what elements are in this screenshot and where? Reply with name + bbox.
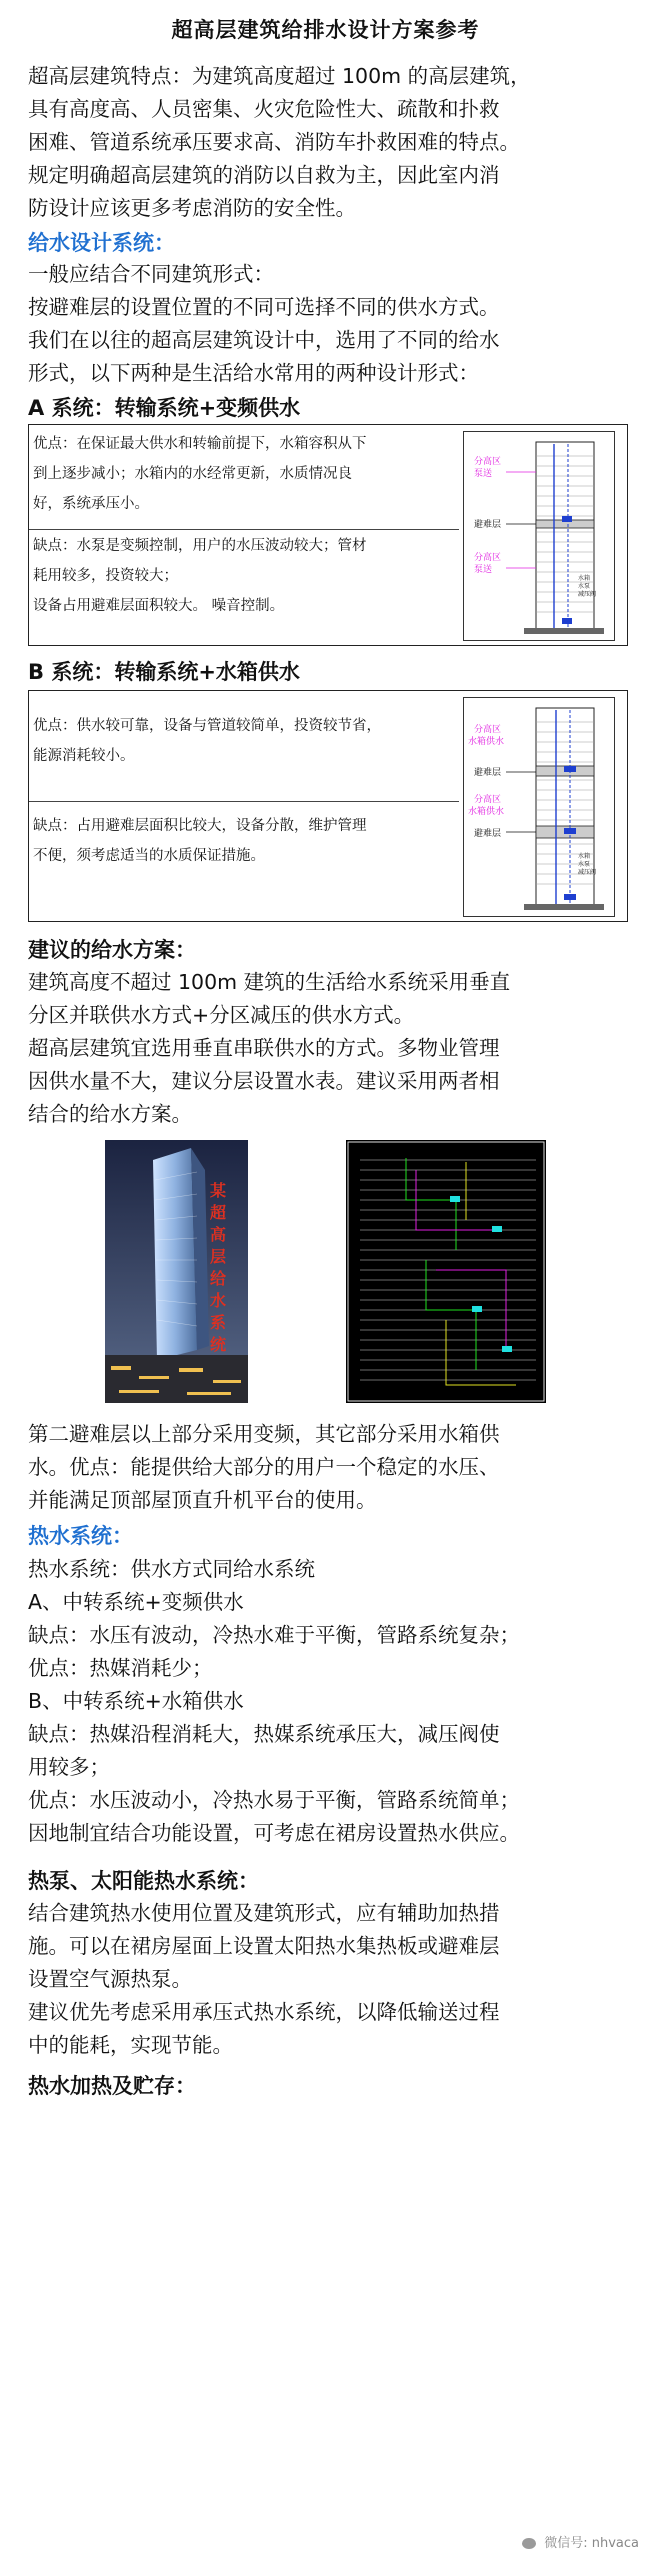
- system-b-pros: [33, 711, 448, 771]
- building-outline: [536, 708, 597, 908]
- text-line: 不便，须考虑适当的水质保证措施。: [33, 848, 265, 864]
- text-line: 并能满足顶部屋顶直升机平台的使用。: [28, 1488, 377, 1512]
- basement-slab: [524, 904, 604, 910]
- legend-item: 水泵: [578, 861, 591, 868]
- divider: [29, 801, 459, 802]
- system-a-diagram-svg: [464, 432, 614, 640]
- system-b-cons: [33, 811, 448, 871]
- tower-body: [153, 1148, 197, 1360]
- figure-caption: [28, 1418, 628, 1517]
- wechat-watermark: [522, 2532, 639, 2551]
- wechat-icon: [522, 2538, 536, 2549]
- basement-slab: [524, 628, 604, 634]
- water-supply-paragraph: [28, 258, 628, 390]
- refuge-label: 避难层: [474, 768, 502, 778]
- zone1-label: 分高区: [474, 457, 502, 467]
- text-line: 缺点：占用避难层面积比较大，设备分散，维护管理: [33, 818, 367, 834]
- building-outline: [536, 442, 597, 632]
- cad-drawing: [346, 1140, 546, 1403]
- cad-drawing-svg: [346, 1140, 546, 1403]
- tank-symbol: [564, 828, 576, 834]
- hot-water-heading: 热水系统：: [28, 1524, 133, 1548]
- text-line: 设置空气源热泵。: [28, 1967, 192, 1991]
- text-line: 困难、管道系统承压要求高、消防车扑救困难的特点。: [28, 130, 520, 154]
- zone1-label: 分高区: [474, 725, 502, 735]
- text-line: B、中转系统+水箱供水: [28, 1689, 244, 1713]
- suggest-heading: 建议的给水方案：: [28, 938, 196, 962]
- text-line: 超高层建筑特点：为建筑高度超过 100m 的高层建筑，: [28, 64, 531, 88]
- system-b-diagram-svg: [464, 698, 614, 916]
- text-line: 第二避难层以上部分采用变频，其它部分采用水箱供: [28, 1422, 500, 1446]
- text-line: 结合建筑热水使用位置及建筑形式，应有辅助加热措: [28, 1901, 500, 1925]
- system-b-diagram: [463, 697, 615, 917]
- podium: [105, 1355, 248, 1403]
- text-line: 缺点：水压有波动，冷热水难于平衡，管路系统复杂；: [28, 1623, 520, 1647]
- system-b-heading: B 系统：转输系统+水箱供水: [28, 660, 300, 684]
- legend-item: 减压阀: [578, 591, 597, 598]
- text-line: 施。可以在裙房屋面上设置太阳热水集热板或避难层: [28, 1934, 500, 1958]
- text-line: 设备占用避难层面积较大。 噪音控制。: [33, 598, 285, 614]
- system-a-pros: [33, 429, 448, 519]
- heat-pump-heading: 热泵、太阳能热水系统：: [28, 1869, 259, 1893]
- text-line: 按避难层的设置位置的不同可选择不同的供水方式。: [28, 295, 500, 319]
- legend-item: 减压阀: [578, 869, 597, 876]
- zone2-label: 分高区: [474, 553, 502, 563]
- text-line: 因地制宜结合功能设置，可考虑在裙房设置热水供应。: [28, 1821, 520, 1845]
- text-line: 优点：水压波动小，冷热水易于平衡，管路系统简单；: [28, 1788, 520, 1812]
- text-line: 能源消耗较小。: [33, 748, 135, 764]
- text-line: 优点：供水较可靠，设备与管道较简单，投资较节省，: [33, 718, 381, 734]
- watermark-text: 微信号: nhvaca: [544, 2536, 639, 2551]
- tank-symbol: [562, 618, 572, 624]
- text-line: 具有高度高、人员密集、火灾危险性大、疏散和扑救: [28, 97, 500, 121]
- text-line: 一般应结合不同建筑形式：: [28, 262, 274, 286]
- tank-symbol: [564, 894, 576, 900]
- legend-item: 水箱: [578, 575, 591, 582]
- zone2b-label: 水箱供水: [468, 807, 505, 817]
- zone1b-label: 泵送: [474, 469, 493, 479]
- water-supply-heading: 给水设计系统：: [28, 231, 175, 255]
- legend-item: 水箱: [578, 853, 591, 860]
- zone2-label: 分高区: [474, 795, 502, 805]
- text-line: 缺点：水泵是变频控制，用户的水压波动较大；管材: [33, 538, 367, 554]
- text-line: 水。优点：能提供给大部分的用户一个稳定的水压、: [28, 1455, 500, 1479]
- refuge-label: 避难层: [474, 829, 502, 839]
- text-line: A、中转系统+变频供水: [28, 1590, 244, 1614]
- system-a-box: [28, 424, 628, 646]
- system-a-cons: [33, 531, 448, 621]
- text-line: 建议优先考虑采用承压式热水系统，以降低输送过程: [28, 2000, 500, 2024]
- text-line: 形式，以下两种是生活给水常用的两种设计形式：: [28, 361, 479, 385]
- text-line: 中的能耗，实现节能。: [28, 2033, 233, 2057]
- text-line: 用较多；: [28, 1755, 110, 1779]
- text-line: 优点：热媒消耗少；: [28, 1656, 213, 1680]
- system-a-heading: A 系统：转输系统+变频供水: [28, 396, 301, 420]
- tank-symbol: [562, 516, 572, 522]
- text-line: 耗用较多，投资较大；: [33, 568, 178, 584]
- refuge-label: 避难层: [474, 520, 502, 530]
- text-line: 我们在以往的超高层建筑设计中，选用了不同的给水: [28, 328, 500, 352]
- text-line: 热水系统：供水方式同给水系统: [28, 1557, 315, 1581]
- text-line: 结合的给水方案。: [28, 1102, 192, 1126]
- text-line: 超高层建筑宜选用垂直串联供水的方式。多物业管理: [28, 1036, 500, 1060]
- tank-symbol: [564, 766, 576, 772]
- figure-vertical-label: 某超高层给水系统: [209, 1181, 226, 1354]
- text-line: 防设计应该更多考虑消防的安全性。: [28, 196, 356, 220]
- hot-water-paragraph: [28, 1553, 628, 1850]
- text-line: 优点：在保证最大供水和转输前提下，水箱容积从下: [33, 436, 367, 452]
- text-line: 规定明确超高层建筑的消防以自救为主，因此室内消: [28, 163, 500, 187]
- text-line: 到上逐步减小；水箱内的水经常更新，水质情况良: [33, 466, 352, 482]
- divider: [29, 529, 459, 530]
- legend-item: 水泵: [578, 583, 591, 590]
- heat-pump-paragraph: [28, 1897, 628, 2062]
- text-line: 好，系统承压小。: [33, 496, 149, 512]
- text-line: 缺点：热媒沿程消耗大，热媒系统承压大，减压阀使: [28, 1722, 500, 1746]
- zone1b-label: 水箱供水: [468, 737, 505, 747]
- system-a-diagram: [463, 431, 615, 641]
- intro-paragraph: [28, 60, 628, 225]
- system-b-box: [28, 690, 628, 922]
- suggest-paragraph: [28, 966, 628, 1131]
- document-title: 超高层建筑给排水设计方案参考: [171, 18, 480, 42]
- storage-heading: 热水加热及贮存：: [28, 2074, 196, 2098]
- zone2b-label: 泵送: [474, 565, 493, 575]
- text-line: 建筑高度不超过 100m 建筑的生活给水系统采用垂直: [28, 970, 511, 994]
- text-line: 因供水量不大，建议分层设置水表。建议采用两者相: [28, 1069, 500, 1093]
- text-line: 分区并联供水方式+分区减压的供水方式。: [28, 1003, 415, 1027]
